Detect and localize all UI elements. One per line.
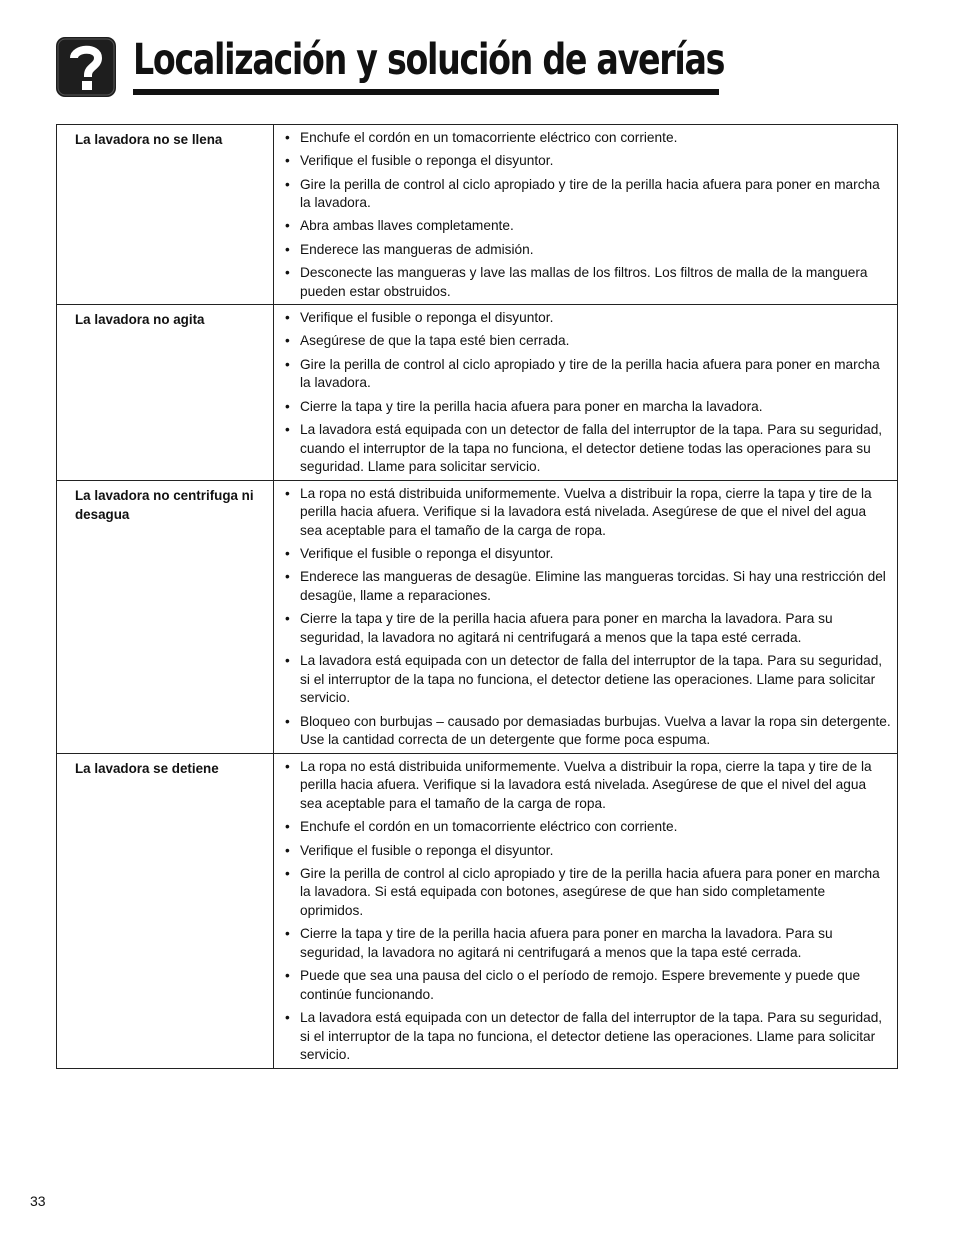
troubleshooting-table-body: [57, 125, 898, 1069]
solution-item: • Gire la perilla de control al ciclo apropiado y tire de la perilla hacia afuera para poner en marcha la lavadora. Si está equipada con botones, asegúrese de que han sido completamente oprimidos.: [284, 865, 891, 921]
solution-item: • Enchufe el cordón en un tomacorriente eléctrico con corriente.: [284, 129, 891, 148]
problem-cell: La lavadora no agita: [57, 305, 274, 481]
solutions-list: [284, 758, 891, 1065]
solution-item: • La lavadora está equipada con un detector de falla del interruptor de la tapa. Para su seguridad, si el interruptor de la tapa no funciona, el detector detiene las operaciones. Llame para solicitar servicio.: [284, 652, 891, 708]
solutions-list: [284, 485, 891, 750]
table-row: [57, 480, 898, 753]
solution-item: • Verifique el fusible o reponga el disyuntor.: [284, 152, 891, 171]
solution-item: • Verifique el fusible o reponga el disyuntor.: [284, 309, 891, 328]
solution-item: • Verifique el fusible o reponga el disyuntor.: [284, 545, 891, 564]
page-title: Localización y solución de averías: [133, 35, 725, 85]
solutions-list: [284, 309, 891, 477]
question-mark-icon: [55, 36, 117, 98]
solution-item: • Cierre la tapa y tire de la perilla hacia afuera para poner en marcha la lavadora. Para su seguridad, la lavadora no agitará ni centrifugará a menos que la tapa esté cerrada.: [284, 925, 891, 962]
solutions-list: [284, 129, 891, 301]
solution-item: • La ropa no está distribuida uniformemente. Vuelva a distribuir la ropa, cierre la tapa y tire de la perilla hacia afuera. Verifique si la lavadora está nivelada. Asegúrese de que el nivel del agua sea aceptable para el tamaño de la carga de ropa.: [284, 485, 891, 541]
solutions-cell: [274, 125, 898, 305]
solution-item: • Abra ambas llaves completamente.: [284, 217, 891, 236]
solution-item: • Desconecte las mangueras y lave las mallas de los filtros. Los filtros de malla de la manguera pueden estar obstruidos.: [284, 264, 891, 301]
solution-item: • La ropa no está distribuida uniformemente. Vuelva a distribuir la ropa, cierre la tapa y tire de la perilla hacia afuera. Verifique si la lavadora está nivelada. Asegúrese de que el nivel del agua sea aceptable para el tamaño de la carga de ropa.: [284, 758, 891, 814]
solution-item: • Enchufe el cordón en un tomacorriente eléctrico con corriente.: [284, 818, 891, 837]
solution-item: • Enderece las mangueras de admisión.: [284, 241, 891, 260]
problem-cell: La lavadora no centrifuga ni desagua: [57, 480, 274, 753]
solution-item: • La lavadora está equipada con un detector de falla del interruptor de la tapa. Para su seguridad, cuando el interruptor de la tapa no funciona, el detector detiene todas las operaciones para su seguridad. Llame para solicitar servicio.: [284, 421, 891, 477]
solution-item: • Gire la perilla de control al ciclo apropiado y tire de la perilla hacia afuera para poner en marcha la lavadora.: [284, 356, 891, 393]
solution-item: • Asegúrese de que la tapa esté bien cerrada.: [284, 332, 891, 351]
solution-item: • Cierre la tapa y tire de la perilla hacia afuera para poner en marcha la lavadora. Para su seguridad, la lavadora no agitará ni centrifugará a menos que la tapa esté cerrada.: [284, 610, 891, 647]
troubleshooting-table: [56, 124, 898, 1069]
solutions-cell: [274, 305, 898, 481]
table-row: [57, 753, 898, 1068]
solution-item: • Cierre la tapa y tire la perilla hacia afuera para poner en marcha la lavadora.: [284, 398, 891, 417]
table-row: [57, 305, 898, 481]
solution-item: • Gire la perilla de control al ciclo apropiado y tire de la perilla hacia afuera para poner en marcha la lavadora.: [284, 176, 891, 213]
solutions-cell: [274, 753, 898, 1068]
problem-cell: La lavadora se detiene: [57, 753, 274, 1068]
solution-item: • Puede que sea una pausa del ciclo o el período de remojo. Espere brevemente y puede que continúe funcionando.: [284, 967, 891, 1004]
solution-item: • Enderece las mangueras de desagüe. Elimine las mangueras torcidas. Si hay una restricción del desagüe, llame a reparaciones.: [284, 568, 891, 605]
solutions-cell: [274, 480, 898, 753]
solution-item: • Bloqueo con burbujas – causado por demasiadas burbujas. Vuelva a lavar la ropa sin detergente. Use la cantidad correcta de un detergente que forme poca espuma.: [284, 713, 891, 750]
page-header: [55, 34, 725, 98]
solution-item: • La lavadora está equipada con un detector de falla del interruptor de la tapa. Para su seguridad, si el interruptor de la tapa no funciona, el detector detiene las operaciones. Llame para solicitar servicio.: [284, 1009, 891, 1065]
title-underline: [133, 89, 719, 95]
table-row: [57, 125, 898, 305]
page-number: 33: [30, 1193, 46, 1209]
problem-cell: La lavadora no se llena: [57, 125, 274, 305]
solution-item: • Verifique el fusible o reponga el disyuntor.: [284, 842, 891, 861]
